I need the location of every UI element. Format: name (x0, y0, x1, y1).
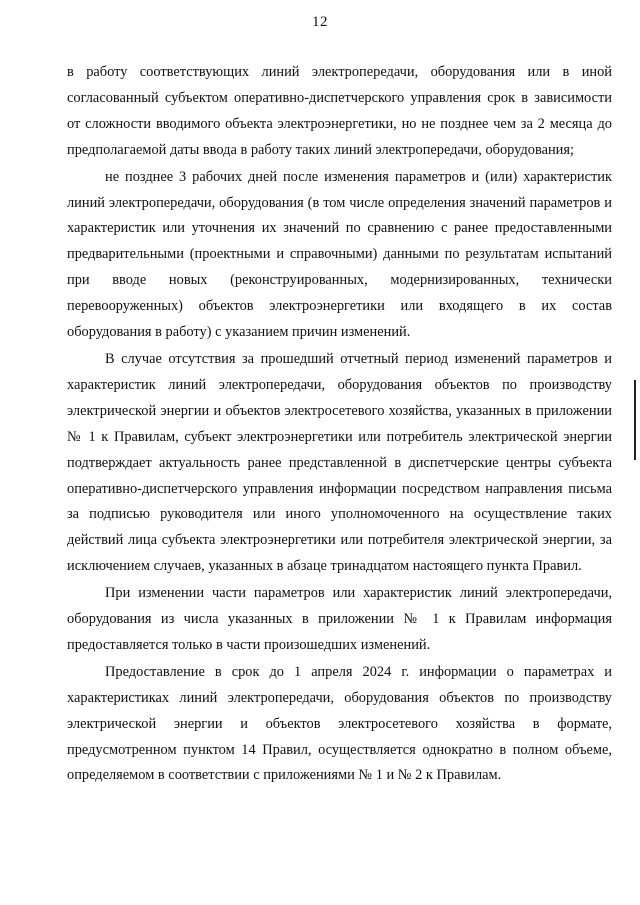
paragraph-continuation: в работу соответствующих линий электропередачи, оборудования или в иной согласованный субъектом оперативно-диспетчерского управления срок в зависимости от сложности вводимого объекта электроэнергетики, но не позднее чем за 2 месяца до предполагаемой даты ввода в работу таких линий электропередачи, оборудования; (67, 64, 612, 158)
scan-edge-mark (634, 380, 636, 460)
paragraph-no-changes: В случае отсутствия за прошедший отчетный период изменений параметров и характеристик линий электропередачи, оборудования объектов по производству электрической энергии и объектов электросетевого хозяйства, указанных в приложении № 1 к Правилам, субъект электроэнергетики или потребитель электрической энергии подтверждает актуальность ранее представленной в диспетчерские центры субъекта оперативно-диспетчерского управления информации посредством направления письма за подписью руководителя или иного уполномоченного на осуществление таких действий лица субъекта электроэнергетики или потребителя электрической энергии, за исключением случаев, указанных в абзаце тринадцатом настоящего пункта Правил. (67, 350, 612, 575)
paragraph-change-deadline: не позднее 3 рабочих дней после изменения параметров и (или) характеристик линий электропередачи, оборудования (в том числе определения значений параметров и характеристик или уточнения их значений по сравнению с ранее предоставленными предварительными (проектными и справочными) данными по результатам испытаний при вводе новых (реконструированных, модернизированных, технически перевооруженных) объектов электроэнергетики или входящего в их состав оборудования в работу) с указанием причин изменений. (67, 168, 612, 341)
document-body (67, 60, 612, 789)
paragraph-one-time-submission: Предоставление в срок до 1 апреля 2024 г. информации о параметрах и характеристиках линий электропередачи, оборудования объектов по производству электрической энергии и объектов электросетевого хозяйства в формате, предусмотренном пунктом 14 Правил, осуществляется однократно в полном объеме, определяемом в соответствии с приложениями № 1 и № 2 к Правилам. (67, 663, 612, 784)
page-number: 12 (312, 14, 328, 30)
paragraph-partial-changes: При изменении части параметров или характеристик линий электропередачи, оборудования из числа указанных в приложении № 1 к Правилам информация предоставляется только в части произошедших изменений. (67, 585, 612, 653)
